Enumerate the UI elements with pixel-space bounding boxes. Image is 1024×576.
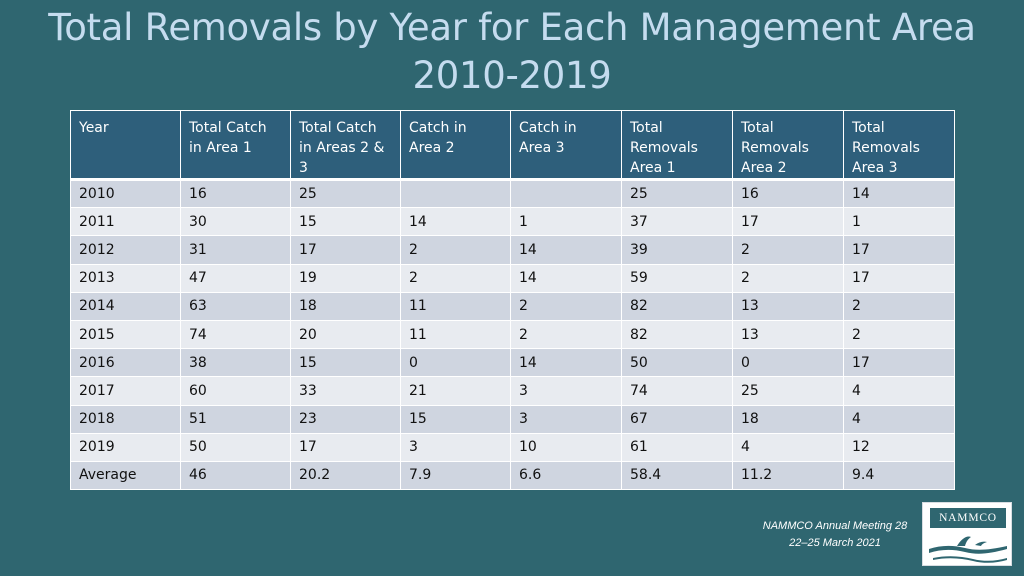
table-body: [71, 180, 955, 490]
table-cell: 2: [844, 292, 955, 320]
table-cell: 23: [291, 405, 401, 433]
column-header: Total Removals Area 1: [622, 111, 733, 180]
table-cell: 7.9: [401, 461, 511, 489]
column-header: Catch in Area 3: [511, 111, 622, 180]
table-cell: 82: [622, 320, 733, 348]
table-cell: 1: [511, 208, 622, 236]
table-cell: 4: [844, 405, 955, 433]
logo-text: NAMMCO: [939, 512, 997, 524]
table-cell: 3: [511, 405, 622, 433]
table-cell: 15: [291, 208, 401, 236]
row-label-cell: 2013: [71, 264, 181, 292]
table-cell: 38: [181, 349, 291, 377]
table-cell: 37: [622, 208, 733, 236]
table-cell: 59: [622, 264, 733, 292]
table-cell: 17: [844, 236, 955, 264]
table-row: [71, 405, 955, 433]
table-cell: 11: [401, 320, 511, 348]
table-cell: 14: [511, 349, 622, 377]
table-cell: 17: [844, 264, 955, 292]
table-cell: 14: [401, 208, 511, 236]
table-cell: 2: [844, 320, 955, 348]
slide-title-line1: Total Removals by Year for Each Management Area: [48, 6, 976, 49]
table-row: [71, 433, 955, 461]
table-cell: 74: [181, 320, 291, 348]
table-cell: 2: [401, 236, 511, 264]
table-cell: 33: [291, 377, 401, 405]
logo-text-box: [930, 508, 1006, 528]
table-cell: 74: [622, 377, 733, 405]
row-label-cell: Average: [71, 461, 181, 489]
table-row-average: [71, 461, 955, 489]
footer-meeting-name: NAMMCO Annual Meeting 28: [762, 520, 908, 532]
column-header: Catch in Area 2: [401, 111, 511, 180]
table-cell: 20: [291, 320, 401, 348]
table-cell: [401, 180, 511, 208]
table-cell: 0: [401, 349, 511, 377]
table-cell: 25: [622, 180, 733, 208]
table-cell: 63: [181, 292, 291, 320]
column-header: Year: [71, 111, 181, 180]
nammco-logo: [922, 502, 1012, 566]
table-cell: 10: [511, 433, 622, 461]
row-label-cell: 2014: [71, 292, 181, 320]
table-cell: 11: [401, 292, 511, 320]
table-header-row: [71, 111, 955, 180]
table-cell: 18: [291, 292, 401, 320]
table-cell: 2: [511, 292, 622, 320]
table-row: [71, 320, 955, 348]
table-row: [71, 264, 955, 292]
removals-table: [70, 110, 955, 490]
row-label-cell: 2012: [71, 236, 181, 264]
table-cell: 14: [511, 264, 622, 292]
table-cell: 60: [181, 377, 291, 405]
table-row: [71, 349, 955, 377]
row-label-cell: 2019: [71, 433, 181, 461]
meeting-footer: [740, 518, 930, 552]
table-cell: 18: [733, 405, 844, 433]
table-cell: 16: [733, 180, 844, 208]
table-cell: 2: [511, 320, 622, 348]
table-cell: 14: [511, 236, 622, 264]
table-cell: 11.2: [733, 461, 844, 489]
table-row: [71, 180, 955, 208]
table-cell: 51: [181, 405, 291, 433]
row-label-cell: 2018: [71, 405, 181, 433]
table-cell: 15: [401, 405, 511, 433]
row-label-cell: 2010: [71, 180, 181, 208]
table-row: [71, 236, 955, 264]
table-cell: 46: [181, 461, 291, 489]
table-cell: 6.6: [511, 461, 622, 489]
table-cell: 30: [181, 208, 291, 236]
column-header: Total Catch in Area 1: [181, 111, 291, 180]
table-cell: 2: [733, 236, 844, 264]
table-cell: 67: [622, 405, 733, 433]
table-cell: 31: [181, 236, 291, 264]
table-cell: 82: [622, 292, 733, 320]
row-label-cell: 2016: [71, 349, 181, 377]
table-cell: 50: [181, 433, 291, 461]
table-cell: 2: [401, 264, 511, 292]
table-cell: 17: [844, 349, 955, 377]
table-cell: 0: [733, 349, 844, 377]
table-cell: 12: [844, 433, 955, 461]
column-header: Total Catch in Areas 2 & 3: [291, 111, 401, 180]
table-cell: 50: [622, 349, 733, 377]
table-row: [71, 208, 955, 236]
slide-title: [0, 4, 1024, 100]
table-cell: 21: [401, 377, 511, 405]
table-cell: 2: [733, 264, 844, 292]
table-cell: 13: [733, 292, 844, 320]
table-cell: 61: [622, 433, 733, 461]
table-cell: 9.4: [844, 461, 955, 489]
column-header: Total Removals Area 3: [844, 111, 955, 180]
row-label-cell: 2017: [71, 377, 181, 405]
table-cell: 47: [181, 264, 291, 292]
table-cell: 15: [291, 349, 401, 377]
footer-meeting-dates: 22–25 March 2021: [789, 537, 881, 549]
table-row: [71, 292, 955, 320]
table-cell: 20.2: [291, 461, 401, 489]
row-label-cell: 2015: [71, 320, 181, 348]
row-label-cell: 2011: [71, 208, 181, 236]
slide-title-line2: 2010-2019: [412, 54, 612, 97]
table-cell: 39: [622, 236, 733, 264]
table-cell: 17: [733, 208, 844, 236]
table-cell: 19: [291, 264, 401, 292]
table-cell: 4: [733, 433, 844, 461]
table-cell: 58.4: [622, 461, 733, 489]
table-cell: 25: [733, 377, 844, 405]
table-cell: 16: [181, 180, 291, 208]
table-cell: [511, 180, 622, 208]
table-cell: 13: [733, 320, 844, 348]
table-cell: 4: [844, 377, 955, 405]
table-cell: 1: [844, 208, 955, 236]
table-cell: 14: [844, 180, 955, 208]
column-header: Total Removals Area 2: [733, 111, 844, 180]
nammco-whale-logo-icon: [927, 529, 1009, 565]
table-cell: 25: [291, 180, 401, 208]
table-cell: 17: [291, 236, 401, 264]
table-row: [71, 377, 955, 405]
table-cell: 3: [511, 377, 622, 405]
table-cell: 17: [291, 433, 401, 461]
table-cell: 3: [401, 433, 511, 461]
